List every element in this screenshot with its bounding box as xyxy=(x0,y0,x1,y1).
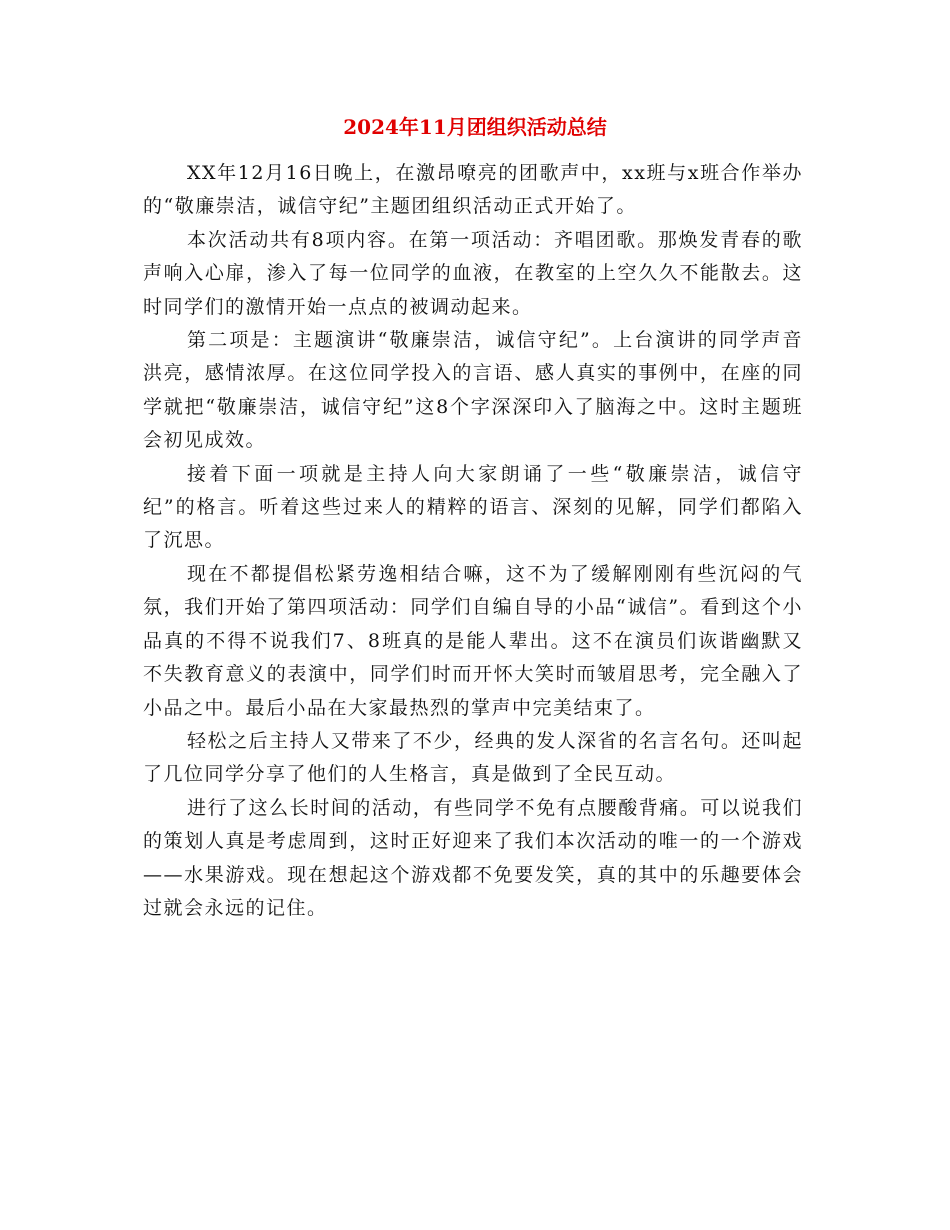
paragraph-2: 本次活动共有8项内容。在第一项活动：齐唱团歌。那焕发青春的歌声响入心扉，渗入了每一位同学的血液，在教室的上空久久不能散去。这时同学们的激情开始一点点的被调动起来。 xyxy=(143,228,803,318)
paragraph-6: 轻松之后主持人又带来了不少，经典的发人深省的名言名句。还叫起了几位同学分享了他们的人生格言，真是做到了全民互动。 xyxy=(143,729,803,786)
document-title: 2024年11月团组织活动总结 xyxy=(343,115,607,139)
document-body xyxy=(143,157,803,925)
paragraph-1: XX年12月16日晚上，在激昂嘹亮的团歌声中，xx班与x班合作举办的“敬廉崇洁，诚信守纪”主题团组织活动正式开始了。 xyxy=(143,162,803,218)
paragraph-3: 第二项是：主题演讲“敬廉崇洁，诚信守纪”。上台演讲的同学声音洪亮，感情浓厚。在这位同学投入的言语、感人真实的事例中，在座的同学就把“敬廉崇洁，诚信守纪”这8个字深深印入了脑海之中。这时主题班会初见成效。 xyxy=(143,329,803,452)
paragraph-5: 现在不都提倡松紧劳逸相结合嘛，这不为了缓解刚刚有些沉闷的气氛，我们开始了第四项活动：同学们自编自导的小品“诚信”。看到这个小品真的不得不说我们7、8班真的是能人辈出。这不在演员们诙谐幽默又不失教育意义的表演中，同学们时而开怀大笑时而皱眉思考，完全融入了小品之中。最后小品在大家最热烈的掌声中完美结束了。 xyxy=(143,562,803,719)
paragraph-7: 进行了这么长时间的活动，有些同学不免有点腰酸背痛。可以说我们的策划人真是考虑周到，这时正好迎来了我们本次活动的唯一的一个游戏——水果游戏。现在想起这个游戏都不免要发笑，真的其中的乐趣要体会过就会永远的记住。 xyxy=(143,796,803,919)
paragraph-4: 接着下面一项就是主持人向大家朗诵了一些“敬廉崇洁，诚信守纪”的格言。听着这些过来人的精粹的语言、深刻的见解，同学们都陷入了沉思。 xyxy=(143,462,803,552)
